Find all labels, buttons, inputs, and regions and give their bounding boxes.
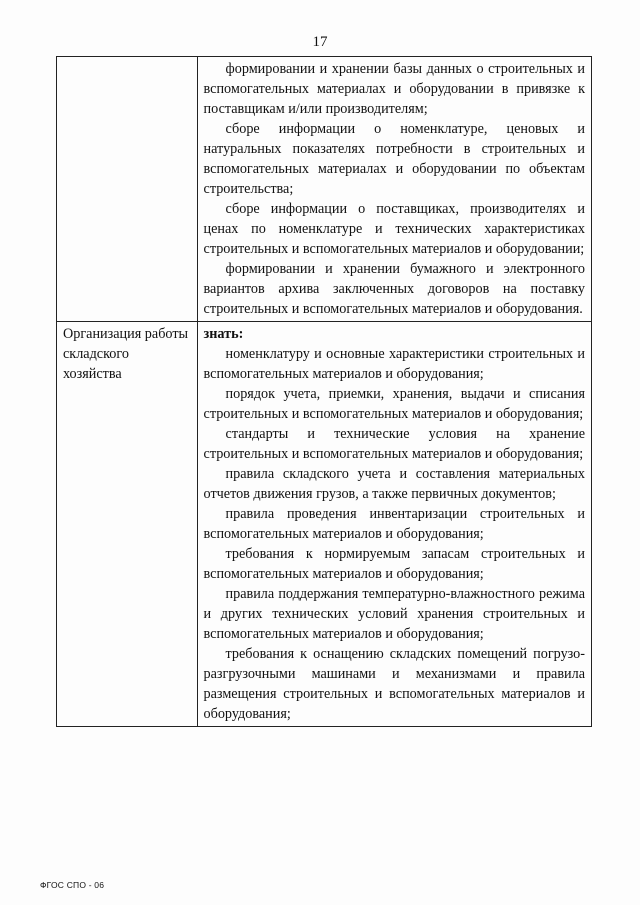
know-label: знать:: [203, 326, 244, 342]
list-item: правила складского учета и составления материальных отчетов движения грузов, а также первичных документов;: [203, 466, 585, 502]
page-number: 17: [312, 34, 328, 50]
table-row: [57, 322, 592, 727]
list-item: сборе информации о поставщиках, производителях и ценах по номенклатуре и технических характеристиках строительных и вспомогательных материалов и оборудовании;: [203, 201, 585, 257]
competency-table: [56, 56, 592, 727]
list-item: требования к нормируемым запасам строительных и вспомогательных материалов и оборудования;: [203, 546, 585, 582]
list-item: стандарты и технические условия на хранение строительных и вспомогательных материалов и оборудования;: [203, 426, 585, 462]
list-item: формировании и хранении базы данных о строительных и вспомогательных материалах и оборудовании в привязке к поставщикам и/или производителям;: [203, 61, 585, 117]
list-item: требования к оснащению складских помещений погрузо-разгрузочными машинами и механизмами и правила размещения строительных и вспомогательных материалов и оборудования;: [203, 646, 585, 722]
list-item: сборе информации о номенклатуре, ценовых и натуральных показателях потребности в строительных и вспомогательных материалах и оборудовании по объектам строительства;: [203, 121, 585, 197]
table-cell-content: [197, 57, 591, 322]
list-item: порядок учета, приемки, хранения, выдачи и списания строительных и вспомогательных материалов и оборудования;: [203, 386, 585, 422]
list-item: правила проведения инвентаризации строительных и вспомогательных материалов и оборудования;: [203, 506, 585, 542]
list-item: номенклатуру и основные характеристики строительных и вспомогательных материалов и оборудования;: [203, 346, 585, 382]
list-item: правила поддержания температурно-влажностного режима и других технических условий хранения строительных и вспомогательных материалов и оборудования;: [203, 586, 585, 642]
footer-code: ФГОС СПО - 06: [40, 880, 105, 890]
table-cell-content: [197, 322, 591, 727]
table-row: [57, 57, 592, 322]
table-cell-activity: [57, 57, 198, 322]
list-item: формировании и хранении бумажного и электронного вариантов архива заключенных договоров на поставку строительных и вспомогательных материалов и оборудования.: [203, 261, 585, 317]
table-cell-activity: Организация работы складского хозяйства: [57, 322, 198, 727]
